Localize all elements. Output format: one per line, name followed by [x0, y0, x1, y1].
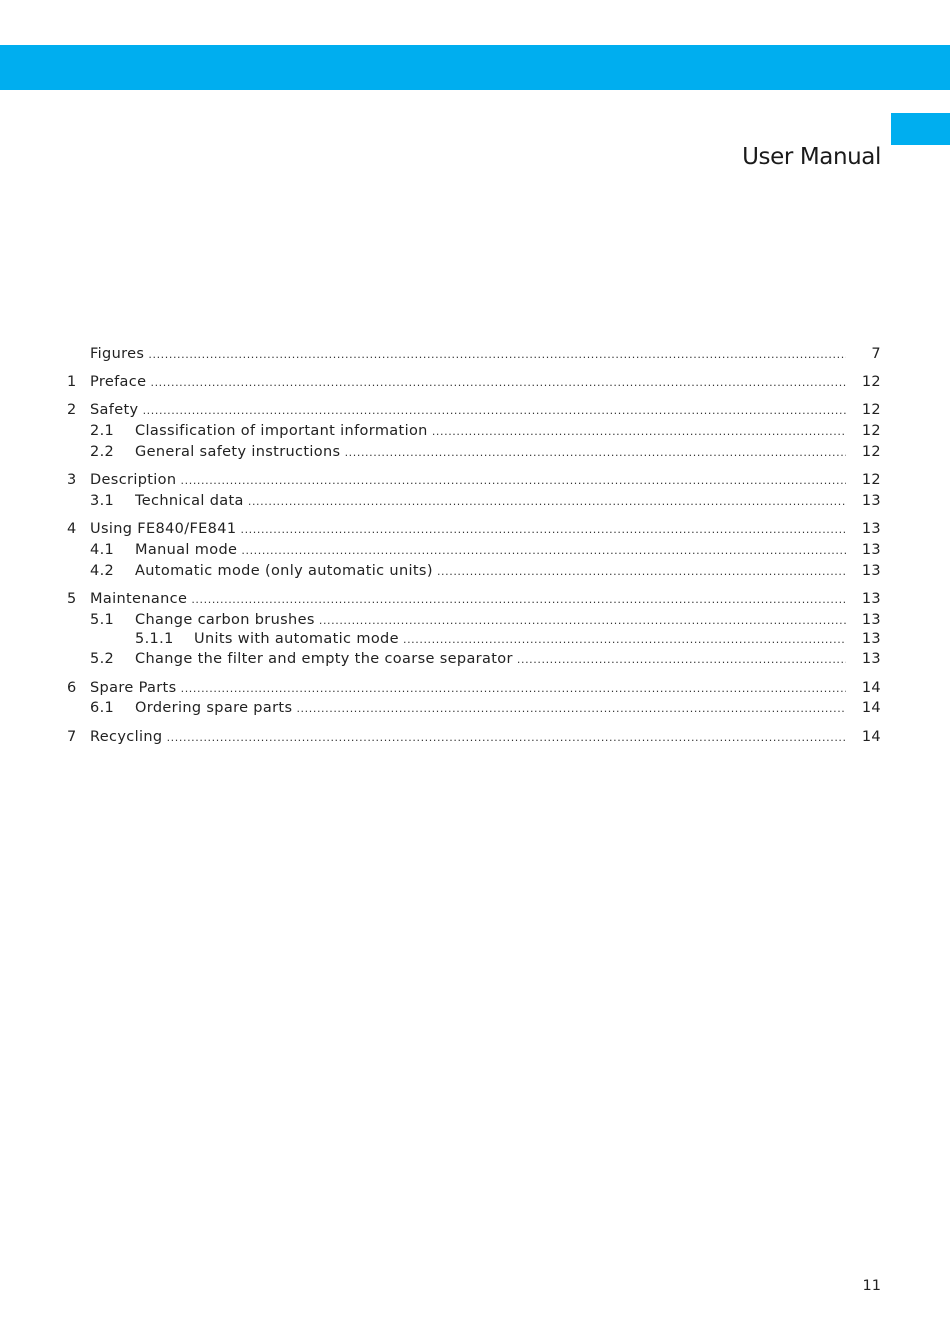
toc-entry-title: Ordering spare parts ..... — [135, 698, 846, 719]
toc-entry-number: 2 — [67, 402, 77, 418]
toc-entry-title: Figures ..... — [90, 344, 846, 365]
toc-entry-number: 6.1 — [90, 700, 115, 716]
toc-entry-number: 3 — [67, 472, 77, 488]
toc-entry-3-1[interactable] — [0, 491, 950, 511]
toc-entry-number: 4.1 — [90, 542, 115, 558]
toc-entry-title: Change carbon brushes ..... — [135, 610, 846, 631]
toc-entry-page: 12 — [861, 444, 881, 460]
toc-entry-title: Safety ..... — [90, 400, 846, 421]
toc-entry-number: 2.2 — [90, 444, 115, 460]
toc-entry-page: 14 — [861, 680, 881, 696]
toc-entry-number: 6 — [67, 680, 77, 696]
toc-entry-title: Preface ..... — [90, 372, 846, 393]
toc-entry-title: Technical data ..... — [135, 491, 846, 512]
toc-entry-page: 13 — [861, 651, 881, 667]
toc-entry-1[interactable] — [0, 372, 950, 392]
toc-entry-number: 5.1.1 — [135, 631, 174, 647]
toc-entry-page: 13 — [861, 521, 881, 537]
toc-entry-title: Automatic mode (only automatic units) ..... — [135, 561, 846, 582]
toc-entry-number: 2.1 — [90, 423, 115, 439]
toc-entry-title: Using FE840/FE841 ..... — [90, 519, 846, 540]
toc-entry-5-1-1[interactable] — [0, 629, 950, 649]
toc-entry-2-1[interactable] — [0, 421, 950, 441]
toc-entry-5-1[interactable] — [0, 610, 950, 630]
toc-entry-page: 13 — [861, 493, 881, 509]
toc-entry-3[interactable] — [0, 470, 950, 490]
toc-entry-page: 12 — [861, 472, 881, 488]
toc-entry-title: Units with automatic mode ..... — [194, 629, 846, 650]
toc-entry-title: Description ..... — [90, 470, 846, 491]
toc-entry-title: General safety instructions ..... — [135, 442, 846, 463]
toc-entry-number: 4.2 — [90, 563, 115, 579]
toc-entry-number: 7 — [67, 729, 77, 745]
toc-entry-title: Spare Parts ..... — [90, 678, 846, 699]
toc-entry-number: 1 — [67, 374, 77, 390]
toc-entry-2[interactable] — [0, 400, 950, 420]
toc-entry-4[interactable] — [0, 519, 950, 539]
toc-entry-6-1[interactable] — [0, 698, 950, 718]
toc-entry-page: 13 — [861, 612, 881, 628]
toc-entry-4-1[interactable] — [0, 540, 950, 560]
toc-entry-number: 5.1 — [90, 612, 115, 628]
toc-entry-page: 14 — [861, 729, 881, 745]
toc-entry-title: Manual mode ..... — [135, 540, 846, 561]
toc-entry-page: 13 — [861, 563, 881, 579]
toc-entry-page: 13 — [861, 542, 881, 558]
toc-entry-page: 12 — [861, 374, 881, 390]
toc-entry-page: 14 — [861, 700, 881, 716]
toc-entry-page: 13 — [861, 631, 881, 647]
toc-entry-6[interactable] — [0, 678, 950, 698]
toc-entry-7[interactable] — [0, 727, 950, 747]
toc-entry-number: 4 — [67, 521, 77, 537]
toc-entry-title: Maintenance ..... — [90, 589, 846, 610]
toc-entry-5-2[interactable] — [0, 649, 950, 669]
toc-entry-page: 12 — [861, 423, 881, 439]
toc-entry-number: 5.2 — [90, 651, 115, 667]
toc-entry-number: 5 — [67, 591, 77, 607]
toc-entry-figures[interactable] — [0, 344, 950, 364]
page-number: 11 — [862, 1278, 881, 1294]
toc-entry-title: Recycling ..... — [90, 727, 846, 748]
toc-entry-title: Change the filter and empty the coarse separator ..... — [135, 649, 846, 670]
toc-entry-page: 13 — [861, 591, 881, 607]
toc-entry-2-2[interactable] — [0, 442, 950, 462]
toc-entry-page: 7 — [871, 346, 881, 362]
toc-entry-title: Classification of important information ..... — [135, 421, 846, 442]
toc-entry-4-2[interactable] — [0, 561, 950, 581]
toc-entry-5[interactable] — [0, 589, 950, 609]
toc-entry-page: 12 — [861, 402, 881, 418]
toc-entry-number: 3.1 — [90, 493, 115, 509]
page-title: User Manual — [742, 144, 881, 170]
